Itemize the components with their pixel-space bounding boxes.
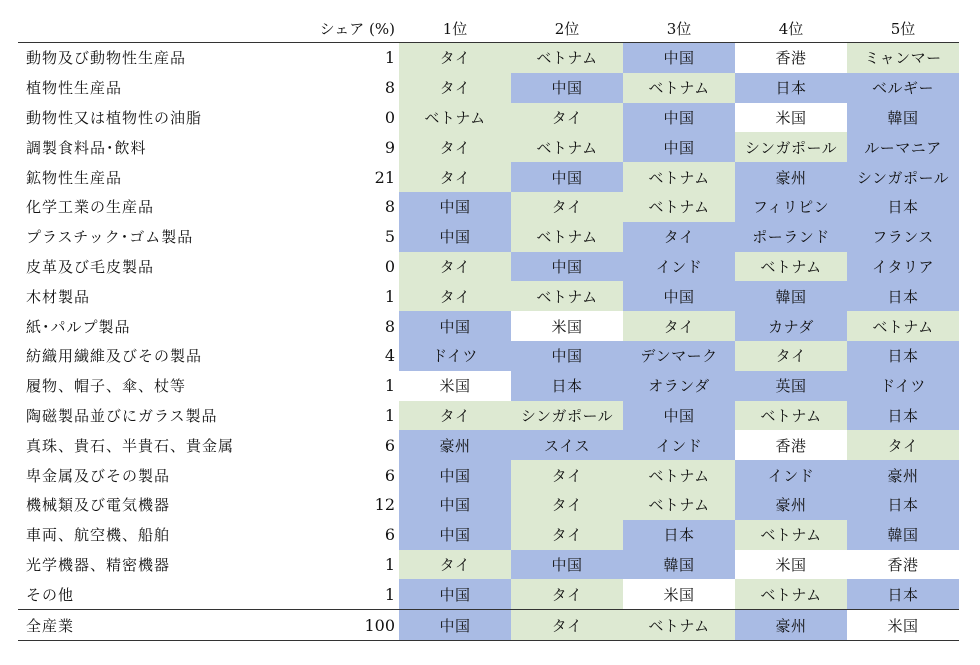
rank-2-cell: タイ <box>511 579 623 609</box>
row-share: 21 <box>374 167 395 187</box>
rank-3-cell: 中国 <box>623 281 735 311</box>
row-share: 1 <box>384 286 395 306</box>
rank-4-cell: 香港 <box>735 430 847 460</box>
rank-4-cell: カナダ <box>735 311 847 341</box>
rank-5-cell: 豪州 <box>847 460 959 490</box>
table-row <box>18 520 959 550</box>
row-share: 100 <box>302 610 399 641</box>
rank-5-cell: タイ <box>847 430 959 460</box>
row-label: 車両、航空機、船舶 <box>26 526 171 545</box>
rank-3-cell: オランダ <box>623 371 735 401</box>
table-row <box>18 192 959 222</box>
rank-4-cell: 豪州 <box>735 490 847 520</box>
rank-1-cell: タイ <box>399 281 511 311</box>
table-row <box>18 579 959 609</box>
rank-5-cell: シンガポール <box>847 162 959 192</box>
rank-1-cell: タイ <box>399 43 511 73</box>
rank-5-cell: ミャンマー <box>847 43 959 73</box>
row-share: 1 <box>384 584 395 604</box>
row-label: 全産業 <box>18 610 302 641</box>
header-rank-2: 2位 <box>511 14 623 43</box>
rank-2-cell: タイ <box>511 103 623 133</box>
rank-4-cell: 日本 <box>735 73 847 103</box>
rank-1-cell: 中国 <box>399 311 511 341</box>
total-row <box>18 610 959 641</box>
row-label: 卑金属及びその製品 <box>26 466 171 485</box>
rank-3-cell: ベトナム <box>623 162 735 192</box>
rank-3-cell: ベトナム <box>623 460 735 490</box>
header-rank-3: 3位 <box>623 14 735 43</box>
rank-4-cell: ポーランド <box>735 222 847 252</box>
rank-5-cell: 日本 <box>847 490 959 520</box>
rank-4-cell: ベトナム <box>735 401 847 431</box>
rank-3-cell: 韓国 <box>623 550 735 580</box>
row-label: 機械類及び電気機器 <box>26 496 171 515</box>
rank-2-cell: シンガポール <box>511 401 623 431</box>
row-share: 8 <box>384 197 395 217</box>
rank-2-cell: 中国 <box>511 341 623 371</box>
row-label: 植物性生産品 <box>26 79 123 98</box>
table-row <box>18 162 959 192</box>
rank-2-cell: ベトナム <box>511 222 623 252</box>
header-rank-4: 4位 <box>735 14 847 43</box>
rank-5-cell: ルーマニア <box>847 132 959 162</box>
rank-2-cell: ベトナム <box>511 43 623 73</box>
row-share: 6 <box>384 435 395 455</box>
rank-4-cell: ベトナム <box>735 252 847 282</box>
rank-3-cell: インド <box>623 430 735 460</box>
row-share: 12 <box>374 495 395 515</box>
row-label: 陶磁製品並びにガラス製品 <box>26 406 218 425</box>
row-share: 8 <box>384 316 395 336</box>
rank-5-cell: ドイツ <box>847 371 959 401</box>
rank-2-cell: ベトナム <box>511 281 623 311</box>
rank-5-cell: 韓国 <box>847 103 959 133</box>
table-row <box>18 341 959 371</box>
rank-2-cell: タイ <box>511 460 623 490</box>
table-row <box>18 73 959 103</box>
table-row <box>18 132 959 162</box>
rank-2-cell: タイ <box>511 520 623 550</box>
table-row <box>18 401 959 431</box>
rank-1-cell: 中国 <box>399 192 511 222</box>
rank-3-cell: 中国 <box>623 103 735 133</box>
row-share: 1 <box>384 554 395 574</box>
rank-1-cell: 中国 <box>399 222 511 252</box>
export-destination-table <box>18 14 959 641</box>
rank-5-cell: 日本 <box>847 281 959 311</box>
rank-4-cell: インド <box>735 460 847 490</box>
rank-5-cell: 韓国 <box>847 520 959 550</box>
rank-3-cell: ベトナム <box>623 490 735 520</box>
rank-2-cell: 中国 <box>511 73 623 103</box>
row-label: 紙･パルプ製品 <box>26 317 131 336</box>
row-label: 皮革及び毛皮製品 <box>26 257 155 276</box>
row-share: 8 <box>384 78 395 98</box>
rank-5-cell: 香港 <box>847 550 959 580</box>
rank-2-cell: 米国 <box>511 311 623 341</box>
rank-1-cell: 米国 <box>399 371 511 401</box>
rank-3-cell: 米国 <box>623 579 735 609</box>
row-label: 真珠、貴石、半貴石、貴金属 <box>26 436 235 455</box>
row-share: 0 <box>384 256 395 276</box>
rank-3-cell: ベトナム <box>623 73 735 103</box>
rank-2-cell: タイ <box>511 610 623 641</box>
rank-4-cell: 韓国 <box>735 281 847 311</box>
rank-3-cell: ベトナム <box>623 610 735 641</box>
rank-2-cell: タイ <box>511 192 623 222</box>
header-share: シェア (%) <box>302 14 399 43</box>
rank-5-cell: ベルギー <box>847 73 959 103</box>
row-label: 鉱物性生産品 <box>26 168 123 187</box>
row-label: 光学機器、精密機器 <box>26 555 171 574</box>
row-share: 6 <box>384 525 395 545</box>
rank-3-cell: デンマーク <box>623 341 735 371</box>
rank-2-cell: ベトナム <box>511 132 623 162</box>
rank-1-cell: タイ <box>399 252 511 282</box>
rank-4-cell: 香港 <box>735 43 847 73</box>
rank-1-cell: タイ <box>399 162 511 192</box>
table-row <box>18 371 959 401</box>
rank-4-cell: 米国 <box>735 550 847 580</box>
row-label: 化学工業の生産品 <box>26 198 155 217</box>
rank-1-cell: 中国 <box>399 520 511 550</box>
row-share: 1 <box>384 405 395 425</box>
header-rank-5: 5位 <box>847 14 959 43</box>
rank-5-cell: フランス <box>847 222 959 252</box>
rank-2-cell: 日本 <box>511 371 623 401</box>
rank-4-cell: ベトナム <box>735 579 847 609</box>
rank-5-cell: 日本 <box>847 579 959 609</box>
table-row <box>18 490 959 520</box>
rank-1-cell: タイ <box>399 73 511 103</box>
row-share: 6 <box>384 465 395 485</box>
rank-1-cell: タイ <box>399 550 511 580</box>
row-label: 木材製品 <box>26 287 91 306</box>
rank-3-cell: 日本 <box>623 520 735 550</box>
table-row <box>18 460 959 490</box>
row-label: その他 <box>26 585 75 604</box>
row-share: 5 <box>384 227 395 247</box>
rank-2-cell: タイ <box>511 490 623 520</box>
table-row <box>18 103 959 133</box>
rank-1-cell: 中国 <box>399 610 511 641</box>
rank-4-cell: 豪州 <box>735 162 847 192</box>
rank-4-cell: フィリピン <box>735 192 847 222</box>
table-row <box>18 430 959 460</box>
row-label: プラスチック･ゴム製品 <box>26 228 194 247</box>
rank-5-cell: 日本 <box>847 192 959 222</box>
table-row <box>18 43 959 73</box>
header-rank-1: 1位 <box>399 14 511 43</box>
rank-5-cell: ベトナム <box>847 311 959 341</box>
table-body <box>18 43 959 641</box>
table-row <box>18 252 959 282</box>
rank-5-cell: 米国 <box>847 610 959 641</box>
rank-3-cell: 中国 <box>623 132 735 162</box>
rank-5-cell: 日本 <box>847 341 959 371</box>
rank-3-cell: 中国 <box>623 401 735 431</box>
rank-1-cell: 豪州 <box>399 430 511 460</box>
row-share: 1 <box>384 48 395 68</box>
rank-1-cell: ベトナム <box>399 103 511 133</box>
rank-2-cell: 中国 <box>511 252 623 282</box>
rank-1-cell: タイ <box>399 401 511 431</box>
table-row <box>18 281 959 311</box>
rank-2-cell: スイス <box>511 430 623 460</box>
rank-4-cell: タイ <box>735 341 847 371</box>
rank-4-cell: 豪州 <box>735 610 847 641</box>
row-share: 0 <box>384 107 395 127</box>
row-share: 1 <box>384 376 395 396</box>
rank-3-cell: 中国 <box>623 43 735 73</box>
rank-3-cell: タイ <box>623 311 735 341</box>
row-label: 紡織用繊維及びその製品 <box>26 347 203 366</box>
rank-4-cell: ベトナム <box>735 520 847 550</box>
row-label: 動物及び動物性生産品 <box>26 49 187 68</box>
rank-1-cell: ドイツ <box>399 341 511 371</box>
row-label: 調製食料品･飲料 <box>26 138 147 157</box>
rank-4-cell: シンガポール <box>735 132 847 162</box>
rank-4-cell: 英国 <box>735 371 847 401</box>
rank-1-cell: タイ <box>399 132 511 162</box>
row-label: 履物、帽子、傘、杖等 <box>26 377 187 396</box>
row-share: 9 <box>384 137 395 157</box>
rank-1-cell: 中国 <box>399 460 511 490</box>
row-share: 4 <box>384 346 395 366</box>
rank-4-cell: 米国 <box>735 103 847 133</box>
table-row <box>18 311 959 341</box>
table-row <box>18 222 959 252</box>
table-row <box>18 550 959 580</box>
rank-3-cell: インド <box>623 252 735 282</box>
rank-1-cell: 中国 <box>399 579 511 609</box>
rank-5-cell: イタリア <box>847 252 959 282</box>
rank-5-cell: 日本 <box>847 401 959 431</box>
rank-2-cell: 中国 <box>511 162 623 192</box>
rank-3-cell: タイ <box>623 222 735 252</box>
row-label: 動物性又は植物性の油脂 <box>26 108 203 127</box>
rank-3-cell: ベトナム <box>623 192 735 222</box>
rank-2-cell: 中国 <box>511 550 623 580</box>
rank-1-cell: 中国 <box>399 490 511 520</box>
header-label <box>18 14 302 43</box>
header-row <box>18 14 959 43</box>
